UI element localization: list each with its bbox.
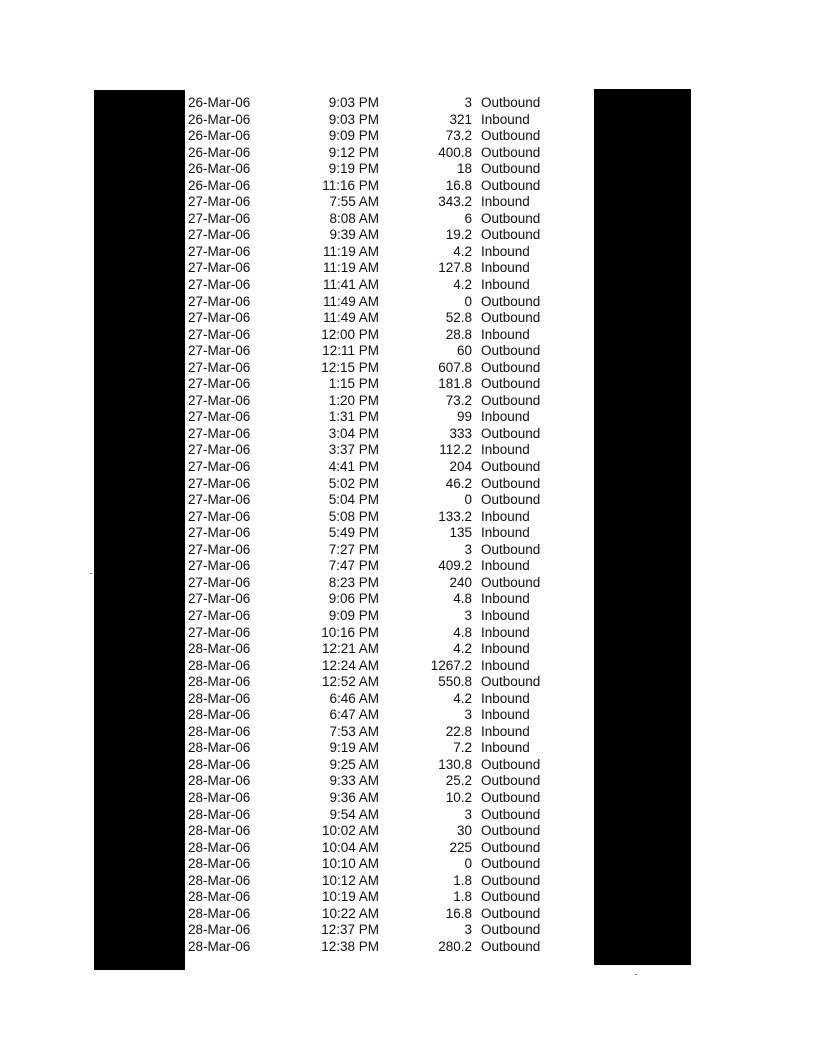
direction-cell: Outbound bbox=[481, 177, 541, 193]
date-cell: 27-Mar-06 bbox=[188, 442, 251, 458]
time-cell: 8:08 AM bbox=[329, 210, 379, 226]
amount-cell: 99 bbox=[456, 409, 472, 425]
date-cell: 28-Mar-06 bbox=[188, 922, 251, 938]
table-row bbox=[185, 376, 594, 393]
date-cell: 27-Mar-06 bbox=[188, 425, 251, 441]
direction-cell: Outbound bbox=[481, 773, 541, 789]
time-cell: 11:19 AM bbox=[322, 243, 379, 259]
direction-cell: Inbound bbox=[481, 277, 530, 293]
table-row bbox=[185, 807, 594, 824]
date-cell: 28-Mar-06 bbox=[188, 740, 251, 756]
time-cell: 11:49 AM bbox=[322, 310, 379, 326]
table-row bbox=[185, 922, 594, 939]
time-cell: 1:20 PM bbox=[328, 392, 379, 408]
amount-cell: 6 bbox=[464, 210, 472, 226]
date-cell: 26-Mar-06 bbox=[188, 177, 251, 193]
time-cell: 10:22 AM bbox=[321, 905, 379, 921]
time-cell: 11:16 PM bbox=[322, 177, 379, 193]
amount-cell: 19.2 bbox=[445, 227, 472, 243]
amount-cell: 0 bbox=[464, 492, 472, 508]
amount-cell: 18 bbox=[456, 161, 472, 177]
date-cell: 27-Mar-06 bbox=[188, 508, 251, 524]
direction-cell: Outbound bbox=[481, 872, 541, 888]
table-row bbox=[185, 873, 594, 890]
table-row bbox=[185, 327, 594, 344]
date-cell: 27-Mar-06 bbox=[188, 210, 251, 226]
direction-cell: Outbound bbox=[481, 161, 541, 177]
direction-cell: Outbound bbox=[481, 574, 541, 590]
date-cell: 26-Mar-06 bbox=[188, 161, 251, 177]
table-row bbox=[185, 277, 594, 294]
table-row bbox=[185, 343, 594, 360]
table-row bbox=[185, 542, 594, 559]
time-cell: 10:16 PM bbox=[321, 624, 379, 640]
table-row bbox=[185, 509, 594, 526]
table-row bbox=[185, 889, 594, 906]
amount-cell: 10.2 bbox=[445, 789, 472, 805]
time-cell: 10:10 AM bbox=[321, 856, 379, 872]
redaction-block-right bbox=[594, 89, 691, 965]
amount-cell: 280.2 bbox=[438, 938, 472, 954]
direction-cell: Inbound bbox=[481, 194, 530, 210]
amount-cell: 4.2 bbox=[453, 641, 472, 657]
time-cell: 9:39 AM bbox=[329, 227, 379, 243]
table-row bbox=[185, 939, 594, 956]
direction-cell: Outbound bbox=[481, 856, 541, 872]
table-row bbox=[185, 459, 594, 476]
time-cell: 12:24 AM bbox=[321, 657, 379, 673]
direction-cell: Inbound bbox=[481, 326, 530, 342]
date-cell: 28-Mar-06 bbox=[188, 905, 251, 921]
time-cell: 7:53 AM bbox=[329, 723, 379, 739]
date-cell: 27-Mar-06 bbox=[188, 558, 251, 574]
direction-cell: Inbound bbox=[481, 260, 530, 276]
call-log-table bbox=[185, 95, 594, 955]
date-cell: 27-Mar-06 bbox=[188, 227, 251, 243]
date-cell: 28-Mar-06 bbox=[188, 756, 251, 772]
date-cell: 28-Mar-06 bbox=[188, 889, 251, 905]
amount-cell: 52.8 bbox=[445, 310, 472, 326]
direction-cell: Inbound bbox=[481, 607, 530, 623]
direction-cell: Outbound bbox=[481, 376, 541, 392]
table-row bbox=[185, 227, 594, 244]
direction-cell: Outbound bbox=[481, 425, 541, 441]
direction-cell: Outbound bbox=[481, 392, 541, 408]
time-cell: 11:49 AM bbox=[322, 293, 379, 309]
table-row bbox=[185, 409, 594, 426]
direction-cell: Outbound bbox=[481, 359, 541, 375]
date-cell: 27-Mar-06 bbox=[188, 459, 251, 475]
amount-cell: 3 bbox=[464, 707, 472, 723]
direction-cell: Outbound bbox=[481, 806, 541, 822]
amount-cell: 550.8 bbox=[438, 674, 472, 690]
date-cell: 27-Mar-06 bbox=[188, 359, 251, 375]
table-row bbox=[185, 426, 594, 443]
amount-cell: 204 bbox=[449, 459, 472, 475]
direction-cell: Outbound bbox=[481, 227, 541, 243]
table-row bbox=[185, 625, 594, 642]
time-cell: 7:47 PM bbox=[328, 558, 379, 574]
date-cell: 27-Mar-06 bbox=[188, 475, 251, 491]
direction-cell: Outbound bbox=[481, 310, 541, 326]
time-cell: 10:19 AM bbox=[321, 889, 379, 905]
direction-cell: Outbound bbox=[481, 674, 541, 690]
date-cell: 27-Mar-06 bbox=[188, 194, 251, 210]
amount-cell: 4.8 bbox=[453, 624, 472, 640]
time-cell: 1:15 PM bbox=[328, 376, 379, 392]
direction-cell: Outbound bbox=[481, 823, 541, 839]
time-cell: 9:33 AM bbox=[329, 773, 379, 789]
time-cell: 12:38 PM bbox=[321, 938, 379, 954]
table-row bbox=[185, 575, 594, 592]
direction-cell: Outbound bbox=[481, 210, 541, 226]
direction-cell: Outbound bbox=[481, 789, 541, 805]
amount-cell: 181.8 bbox=[438, 376, 472, 392]
time-cell: 11:41 AM bbox=[322, 277, 379, 293]
scan-speck bbox=[635, 974, 637, 975]
table-row bbox=[185, 360, 594, 377]
direction-cell: Inbound bbox=[481, 525, 530, 541]
amount-cell: 60 bbox=[456, 343, 472, 359]
date-cell: 27-Mar-06 bbox=[188, 607, 251, 623]
table-row bbox=[185, 128, 594, 145]
direction-cell: Outbound bbox=[481, 889, 541, 905]
direction-cell: Inbound bbox=[481, 707, 530, 723]
table-row bbox=[185, 145, 594, 162]
time-cell: 10:04 AM bbox=[321, 839, 379, 855]
amount-cell: 607.8 bbox=[438, 359, 472, 375]
time-cell: 12:15 PM bbox=[321, 359, 379, 375]
date-cell: 28-Mar-06 bbox=[188, 674, 251, 690]
table-row bbox=[185, 558, 594, 575]
amount-cell: 3 bbox=[464, 541, 472, 557]
direction-cell: Outbound bbox=[481, 938, 541, 954]
direction-cell: Outbound bbox=[481, 343, 541, 359]
date-cell: 27-Mar-06 bbox=[188, 591, 251, 607]
direction-cell: Inbound bbox=[481, 442, 530, 458]
table-row bbox=[185, 906, 594, 923]
amount-cell: 343.2 bbox=[438, 194, 472, 210]
direction-cell: Outbound bbox=[481, 492, 541, 508]
time-cell: 9:09 PM bbox=[328, 128, 379, 144]
amount-cell: 409.2 bbox=[438, 558, 472, 574]
table-row bbox=[185, 310, 594, 327]
date-cell: 28-Mar-06 bbox=[188, 773, 251, 789]
table-row bbox=[185, 757, 594, 774]
date-cell: 27-Mar-06 bbox=[188, 310, 251, 326]
amount-cell: 73.2 bbox=[445, 128, 472, 144]
time-cell: 9:19 PM bbox=[328, 161, 379, 177]
time-cell: 6:46 AM bbox=[329, 690, 379, 706]
date-cell: 28-Mar-06 bbox=[188, 707, 251, 723]
time-cell: 5:08 PM bbox=[328, 508, 379, 524]
time-cell: 12:52 AM bbox=[321, 674, 379, 690]
date-cell: 26-Mar-06 bbox=[188, 95, 251, 110]
table-row bbox=[185, 840, 594, 857]
direction-cell: Outbound bbox=[481, 144, 541, 160]
date-cell: 27-Mar-06 bbox=[188, 293, 251, 309]
date-cell: 28-Mar-06 bbox=[188, 823, 251, 839]
time-cell: 10:12 AM bbox=[321, 872, 379, 888]
time-cell: 3:37 PM bbox=[328, 442, 379, 458]
date-cell: 27-Mar-06 bbox=[188, 277, 251, 293]
date-cell: 28-Mar-06 bbox=[188, 723, 251, 739]
amount-cell: 46.2 bbox=[445, 475, 472, 491]
amount-cell: 30 bbox=[456, 823, 472, 839]
direction-cell: Inbound bbox=[481, 641, 530, 657]
direction-cell: Inbound bbox=[481, 690, 530, 706]
amount-cell: 22.8 bbox=[445, 723, 472, 739]
time-cell: 11:19 AM bbox=[322, 260, 379, 276]
time-cell: 6:47 AM bbox=[329, 707, 379, 723]
table-row bbox=[185, 178, 594, 195]
direction-cell: Inbound bbox=[481, 740, 530, 756]
direction-cell: Inbound bbox=[481, 558, 530, 574]
direction-cell: Outbound bbox=[481, 95, 541, 110]
amount-cell: 1.8 bbox=[453, 872, 472, 888]
amount-cell: 3 bbox=[464, 806, 472, 822]
date-cell: 26-Mar-06 bbox=[188, 144, 251, 160]
table-row bbox=[185, 691, 594, 708]
table-row bbox=[185, 161, 594, 178]
table-row bbox=[185, 95, 594, 112]
table-row bbox=[185, 294, 594, 311]
amount-cell: 25.2 bbox=[445, 773, 472, 789]
amount-cell: 7.2 bbox=[453, 740, 472, 756]
time-cell: 12:11 PM bbox=[322, 343, 379, 359]
date-cell: 28-Mar-06 bbox=[188, 789, 251, 805]
date-cell: 28-Mar-06 bbox=[188, 856, 251, 872]
direction-cell: Inbound bbox=[481, 657, 530, 673]
scan-speck bbox=[90, 573, 92, 574]
amount-cell: 4.2 bbox=[453, 277, 472, 293]
time-cell: 9:19 AM bbox=[329, 740, 379, 756]
direction-cell: Inbound bbox=[481, 723, 530, 739]
table-row bbox=[185, 773, 594, 790]
direction-cell: Outbound bbox=[481, 459, 541, 475]
date-cell: 27-Mar-06 bbox=[188, 326, 251, 342]
date-cell: 26-Mar-06 bbox=[188, 128, 251, 144]
direction-cell: Inbound bbox=[481, 624, 530, 640]
amount-cell: 28.8 bbox=[445, 326, 472, 342]
time-cell: 3:04 PM bbox=[328, 425, 379, 441]
amount-cell: 3 bbox=[464, 95, 472, 110]
amount-cell: 130.8 bbox=[438, 756, 472, 772]
table-row bbox=[185, 674, 594, 691]
direction-cell: Outbound bbox=[481, 128, 541, 144]
date-cell: 27-Mar-06 bbox=[188, 525, 251, 541]
table-row bbox=[185, 856, 594, 873]
amount-cell: 1267.2 bbox=[430, 657, 472, 673]
direction-cell: Inbound bbox=[481, 591, 530, 607]
amount-cell: 16.8 bbox=[445, 177, 472, 193]
table-row bbox=[185, 724, 594, 741]
time-cell: 5:02 PM bbox=[328, 475, 379, 491]
amount-cell: 4.2 bbox=[453, 243, 472, 259]
time-cell: 9:03 PM bbox=[328, 111, 379, 127]
time-cell: 9:25 AM bbox=[329, 756, 379, 772]
direction-cell: Outbound bbox=[481, 922, 541, 938]
time-cell: 7:27 PM bbox=[328, 541, 379, 557]
amount-cell: 225 bbox=[449, 839, 472, 855]
date-cell: 27-Mar-06 bbox=[188, 376, 251, 392]
amount-cell: 16.8 bbox=[445, 905, 472, 921]
direction-cell: Outbound bbox=[481, 756, 541, 772]
table-row bbox=[185, 823, 594, 840]
amount-cell: 73.2 bbox=[445, 392, 472, 408]
table-row bbox=[185, 442, 594, 459]
time-cell: 10:02 AM bbox=[321, 823, 379, 839]
time-cell: 9:12 PM bbox=[328, 144, 379, 160]
table-row bbox=[185, 608, 594, 625]
date-cell: 28-Mar-06 bbox=[188, 641, 251, 657]
amount-cell: 4.2 bbox=[453, 690, 472, 706]
time-cell: 4:41 PM bbox=[328, 459, 379, 475]
direction-cell: Inbound bbox=[481, 111, 530, 127]
time-cell: 12:21 AM bbox=[321, 641, 379, 657]
direction-cell: Outbound bbox=[481, 293, 541, 309]
table-row bbox=[185, 393, 594, 410]
table-row bbox=[185, 492, 594, 509]
redaction-block-left bbox=[94, 90, 185, 970]
table-row bbox=[185, 641, 594, 658]
time-cell: 9:03 PM bbox=[328, 95, 379, 110]
direction-cell: Outbound bbox=[481, 839, 541, 855]
date-cell: 27-Mar-06 bbox=[188, 574, 251, 590]
date-cell: 27-Mar-06 bbox=[188, 243, 251, 259]
date-cell: 27-Mar-06 bbox=[188, 541, 251, 557]
amount-cell: 1.8 bbox=[453, 889, 472, 905]
date-cell: 27-Mar-06 bbox=[188, 392, 251, 408]
date-cell: 27-Mar-06 bbox=[188, 492, 251, 508]
time-cell: 9:36 AM bbox=[329, 789, 379, 805]
date-cell: 27-Mar-06 bbox=[188, 260, 251, 276]
amount-cell: 4.8 bbox=[453, 591, 472, 607]
date-cell: 27-Mar-06 bbox=[188, 624, 251, 640]
amount-cell: 127.8 bbox=[438, 260, 472, 276]
table-row bbox=[185, 211, 594, 228]
date-cell: 28-Mar-06 bbox=[188, 839, 251, 855]
table-row bbox=[185, 707, 594, 724]
direction-cell: Inbound bbox=[481, 409, 530, 425]
amount-cell: 3 bbox=[464, 922, 472, 938]
date-cell: 27-Mar-06 bbox=[188, 409, 251, 425]
table-row bbox=[185, 194, 594, 211]
date-cell: 28-Mar-06 bbox=[188, 690, 251, 706]
time-cell: 5:04 PM bbox=[328, 492, 379, 508]
date-cell: 26-Mar-06 bbox=[188, 111, 251, 127]
amount-cell: 333 bbox=[449, 425, 472, 441]
date-cell: 28-Mar-06 bbox=[188, 806, 251, 822]
direction-cell: Outbound bbox=[481, 541, 541, 557]
table-row bbox=[185, 476, 594, 493]
time-cell: 9:54 AM bbox=[329, 806, 379, 822]
time-cell: 7:55 AM bbox=[329, 194, 379, 210]
table-row bbox=[185, 790, 594, 807]
amount-cell: 400.8 bbox=[438, 144, 472, 160]
date-cell: 28-Mar-06 bbox=[188, 657, 251, 673]
direction-cell: Inbound bbox=[481, 243, 530, 259]
time-cell: 12:00 PM bbox=[321, 326, 379, 342]
direction-cell: Outbound bbox=[481, 475, 541, 491]
amount-cell: 135 bbox=[449, 525, 472, 541]
amount-cell: 3 bbox=[464, 607, 472, 623]
date-cell: 27-Mar-06 bbox=[188, 343, 251, 359]
amount-cell: 240 bbox=[449, 574, 472, 590]
date-cell: 28-Mar-06 bbox=[188, 872, 251, 888]
direction-cell: Outbound bbox=[481, 905, 541, 921]
direction-cell: Inbound bbox=[481, 508, 530, 524]
time-cell: 8:23 PM bbox=[328, 574, 379, 590]
amount-cell: 321 bbox=[449, 111, 472, 127]
table-row bbox=[185, 591, 594, 608]
time-cell: 1:31 PM bbox=[328, 409, 379, 425]
table-row bbox=[185, 244, 594, 261]
time-cell: 5:49 PM bbox=[328, 525, 379, 541]
time-cell: 9:09 PM bbox=[328, 607, 379, 623]
amount-cell: 112.2 bbox=[439, 442, 472, 458]
amount-cell: 0 bbox=[464, 293, 472, 309]
table-row bbox=[185, 658, 594, 675]
time-cell: 12:37 PM bbox=[321, 922, 379, 938]
table-row bbox=[185, 525, 594, 542]
table-row bbox=[185, 260, 594, 277]
amount-cell: 0 bbox=[464, 856, 472, 872]
date-cell: 28-Mar-06 bbox=[188, 938, 251, 954]
amount-cell: 133.2 bbox=[438, 508, 472, 524]
table-row bbox=[185, 112, 594, 129]
time-cell: 9:06 PM bbox=[328, 591, 379, 607]
table-row bbox=[185, 740, 594, 757]
